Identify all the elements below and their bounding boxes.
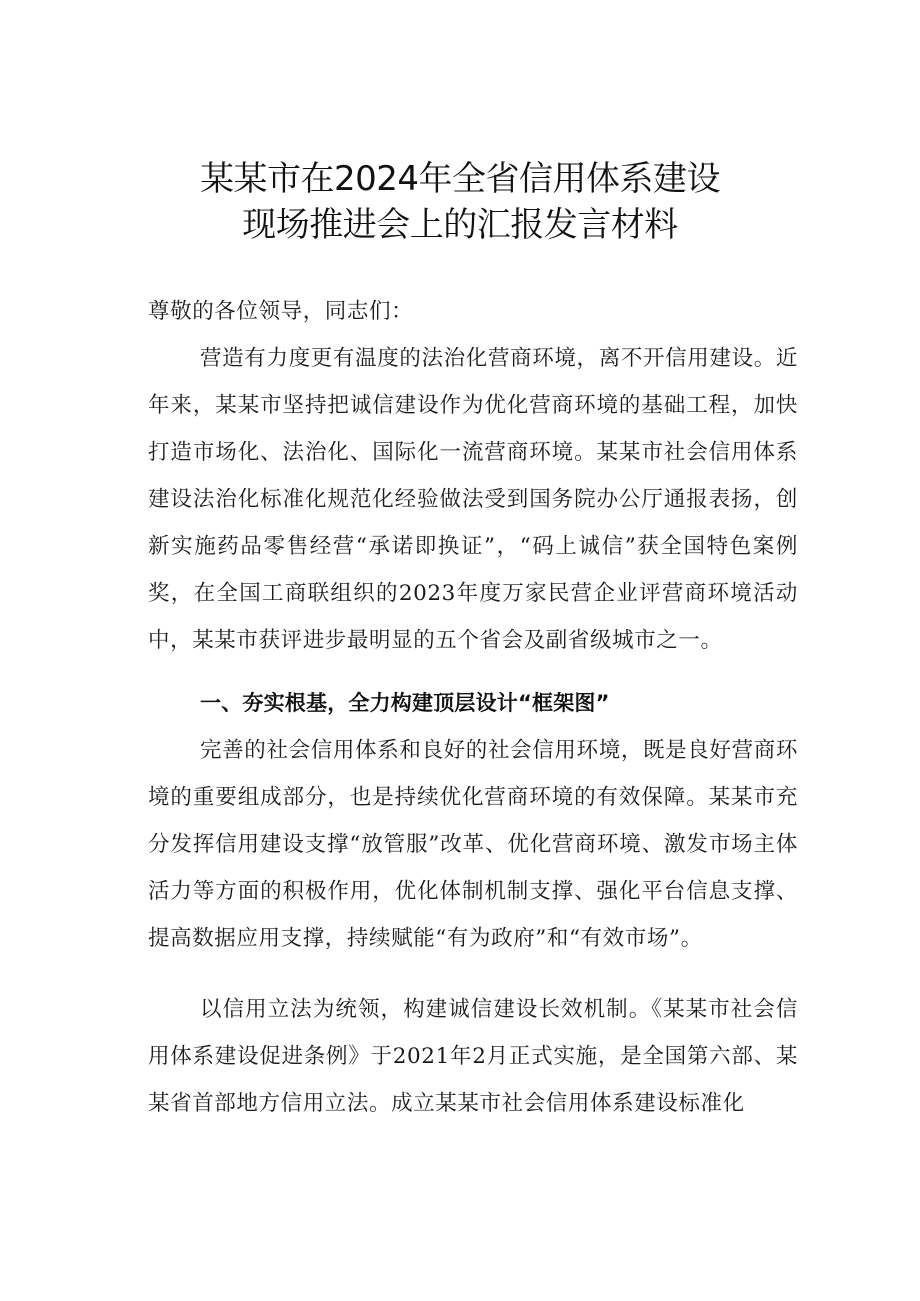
document-title-line-2: 现场推进会上的汇报发言材料 xyxy=(242,205,678,245)
section-heading-1: 一、夯实根基，全力构建顶层设计“框架图” xyxy=(200,691,610,715)
paragraph-section1-intro: 完善的社会信用体系和良好的社会信用环境，既是良好营商环境的重要组成部分，也是持续优化营商环境的有效保障。某某市充分发挥信用建设支撑“放管服”改革、优化营商环境、激发市场主体活力等方面的积极作用，优化体制机制支撑、强化平台信息支撑、提高数据应用支撑，持续赋能“有为政府”和“有效市场”。 xyxy=(148,738,798,951)
paragraph-intro: 营造有力度更有温度的法治化营商环境，离不开信用建设。近年来，某某市坚持把诚信建设作为优化营商环境的基础工程，加快打造市场化、法治化、国际化一流营商环境。某某市社会信用体系建设法治化标准化规范化经验做法受到国务院办公厅通报表扬，创新实施药品零售经营“承诺即换证”，“码上诚信”获全国特色案例奖，在全国工商联组织的2023年度万家民营企业评营商环境活动中，某某市获评进步最明显的五个省会及副省级城市之一。 xyxy=(148,346,798,653)
paragraph-credit-legislation: 以信用立法为统领，构建诚信建设长效机制。《某某市社会信用体系建设促进条例》于2021年2月正式实施，是全国第六部、某某省首部地方信用立法。成立某某市社会信用体系建设标准化 xyxy=(148,997,798,1116)
salutation: 尊敬的各位领导，同志们： xyxy=(148,299,414,324)
document-title-line-1: 某某市在2024年全省信用体系建设 xyxy=(199,159,721,199)
